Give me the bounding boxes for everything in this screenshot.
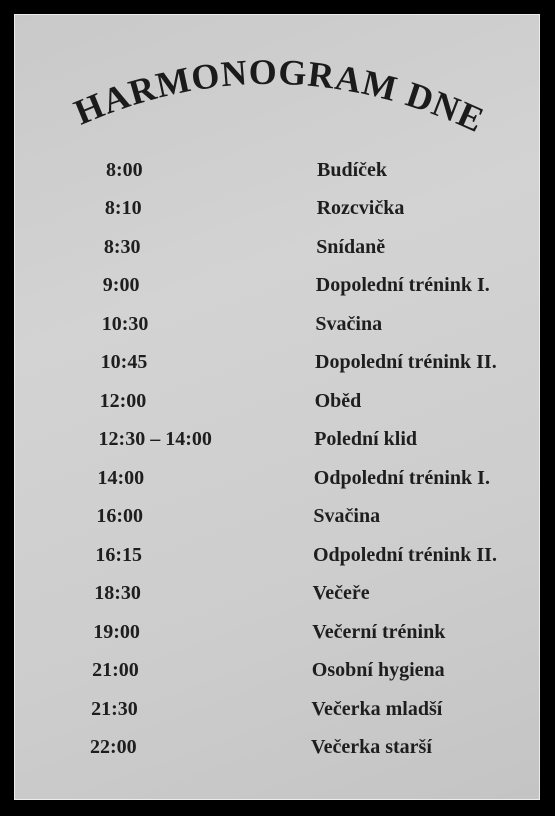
schedule-time: 21:00 [92, 659, 139, 682]
schedule-time: 10:45 [100, 351, 148, 374]
schedule-activity: Dopolední trénink II. [315, 351, 497, 374]
schedule-activity: Večerka mladší [311, 697, 443, 720]
schedule-activity: Snídaně [316, 235, 386, 258]
schedule-time: 16:00 [96, 505, 144, 528]
page-title-text: HARMONOGRAM DNE [68, 51, 491, 141]
schedule-sheet [14, 14, 540, 800]
schedule-row [14, 159, 540, 189]
page-title [69, 52, 491, 140]
schedule-row [14, 197, 540, 227]
schedule-time: 16:15 [95, 543, 142, 566]
schedule-activity: Budíček [317, 159, 388, 181]
schedule-activity: Večerka starší [311, 736, 432, 758]
schedule-row [14, 544, 540, 574]
title-arc [14, 14, 540, 164]
schedule-row [14, 313, 540, 343]
schedule-row [14, 390, 540, 420]
schedule-activity: Oběd [314, 389, 362, 412]
schedule-time: 8:10 [104, 197, 142, 220]
schedule-time: 12:00 [99, 389, 147, 412]
schedule-time: 18:30 [94, 582, 141, 605]
schedule-time: 10:30 [101, 312, 149, 335]
schedule-row [14, 582, 540, 612]
schedule-row [14, 659, 540, 689]
schedule-time: 12:30 – 14:00 [98, 428, 212, 451]
schedule-time: 8:00 [106, 159, 143, 181]
schedule-time: 9:00 [102, 274, 140, 297]
schedule-time: 22:00 [90, 736, 137, 758]
schedule-row [14, 236, 540, 266]
schedule-row [14, 351, 540, 381]
schedule-activity: Rozcvička [316, 197, 405, 220]
schedule-row [14, 467, 540, 497]
schedule-activity: Odpolední trénink II. [313, 543, 497, 566]
schedule-time: 8:30 [103, 235, 141, 258]
schedule-row [14, 621, 540, 651]
schedule-activity: Dopolední trénink I. [315, 274, 490, 297]
schedule-time: 14:00 [97, 466, 145, 489]
schedule-row [14, 428, 540, 458]
schedule-time: 19:00 [93, 620, 140, 643]
schedule-activity: Svačina [313, 505, 381, 528]
schedule-activity: Polední klid [314, 428, 417, 451]
schedule-row [14, 698, 540, 728]
schedule-activity: Večeře [312, 582, 370, 605]
schedule-row [14, 274, 540, 304]
schedule-activity: Svačina [315, 312, 383, 335]
schedule-activity: Večerní trénink [312, 620, 446, 643]
schedule-time: 21:30 [91, 697, 138, 720]
schedule-activity: Odpolední trénink I. [313, 466, 490, 489]
schedule-activity: Osobní hygiena [311, 659, 445, 682]
schedule-row [14, 505, 540, 535]
schedule-row [14, 736, 540, 766]
